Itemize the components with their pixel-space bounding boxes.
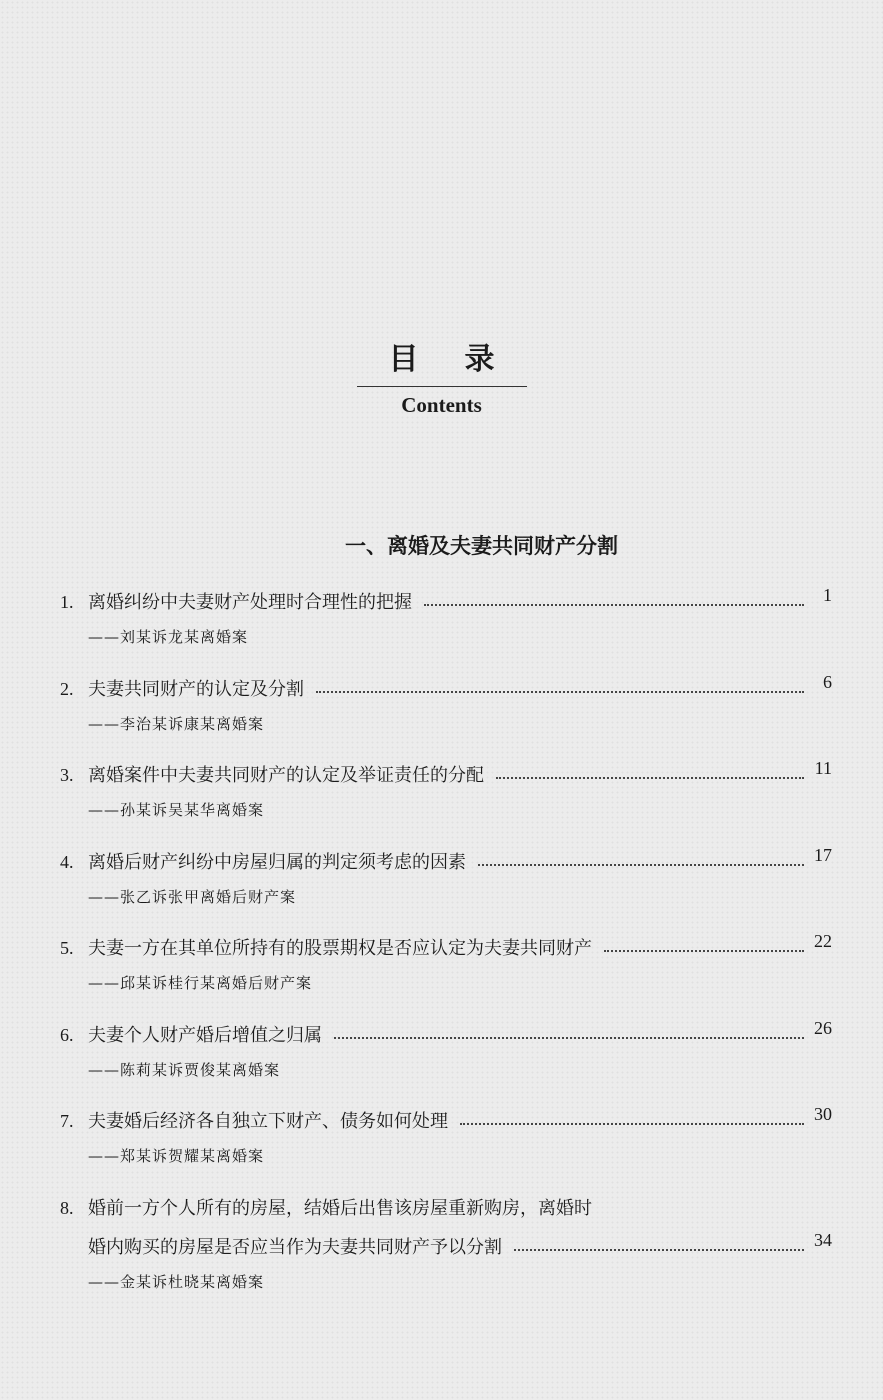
entry-page-number: 1 — [823, 585, 832, 605]
toc-entry-5[interactable] — [60, 931, 832, 1021]
entry-number: 6. — [60, 1024, 74, 1045]
title-divider — [357, 386, 527, 387]
entry-page-number: 11 — [814, 758, 832, 778]
entry-number: 1. — [60, 592, 74, 612]
entry-number: 7. — [60, 1111, 74, 1131]
dot-leader — [424, 603, 804, 606]
entry-number: 2. — [60, 678, 74, 699]
toc-entry-3[interactable] — [60, 758, 832, 848]
entry-case-name: ——张乙诉张甲离婚后财产案 — [88, 887, 297, 906]
entry-case-name: ——李治某诉康某离婚案 — [88, 714, 265, 733]
toc-title-english: Contents — [401, 393, 482, 417]
entry-number: 5. — [60, 938, 74, 958]
entry-title: 离婚纠纷中夫妻财产处理时合理性的把握 — [88, 592, 412, 613]
entry-title: 夫妻一方在其单位所持有的股票期权是否应认定为夫妻共同财产 — [88, 938, 592, 959]
entry-page-number: 34 — [814, 1229, 832, 1250]
toc-title-block — [0, 340, 883, 418]
entry-case-name: ——金某诉杜晓某离婚案 — [88, 1272, 265, 1291]
dot-leader — [604, 949, 804, 952]
toc-list — [60, 585, 832, 1324]
toc-entry-7[interactable] — [60, 1104, 832, 1194]
dot-leader — [334, 1036, 804, 1039]
dot-leader — [316, 690, 804, 693]
dot-leader — [460, 1122, 804, 1125]
entry-title: 夫妻共同财产的认定及分割 — [88, 678, 304, 700]
entry-title: 离婚案件中夫妻共同财产的认定及举证责任的分配 — [88, 765, 484, 786]
toc-entry-6[interactable] — [60, 1017, 832, 1108]
entry-title: 离婚后财产纠纷中房屋归属的判定须考虑的因素 — [88, 851, 466, 873]
entry-number: 4. — [60, 851, 74, 872]
section-heading: 一、离婚及夫妻共同财产分割 — [345, 534, 618, 558]
entry-page-number: 22 — [814, 931, 832, 951]
entry-page-number: 6 — [823, 671, 832, 692]
toc-entry-1[interactable] — [60, 585, 832, 675]
entry-case-name: ——刘某诉龙某离婚案 — [88, 628, 249, 646]
entry-title-line-1: 婚前一方个人所有的房屋，结婚后出售该房屋重新购房，离婚时 — [88, 1197, 592, 1219]
entry-case-name: ——孙某诉吴某华离婚案 — [88, 801, 265, 819]
toc-entry-4[interactable] — [60, 844, 832, 935]
dot-leader — [496, 776, 804, 779]
entry-page-number: 26 — [814, 1017, 832, 1038]
entry-number: 3. — [60, 765, 74, 785]
dot-leader — [514, 1248, 804, 1251]
entry-case-name: ——陈莉某诉贾俊某离婚案 — [88, 1060, 281, 1079]
entry-number: 8. — [60, 1197, 74, 1218]
entry-title: 夫妻个人财产婚后增值之归属 — [88, 1024, 322, 1046]
entry-title: 夫妻婚后经济各自独立下财产、债务如何处理 — [88, 1111, 448, 1132]
toc-entry-2[interactable] — [60, 671, 832, 762]
entry-case-name: ——邱某诉桂行某离婚后财产案 — [88, 974, 313, 992]
toc-entry-8[interactable] — [60, 1194, 832, 1324]
entry-case-name: ——郑某诉贺耀某离婚案 — [88, 1147, 265, 1165]
dot-leader — [478, 863, 804, 866]
entry-page-number: 30 — [814, 1104, 832, 1124]
entry-page-number: 17 — [814, 844, 832, 865]
toc-title-chinese: 目录 — [388, 342, 541, 377]
entry-title-line-2: 婚内购买的房屋是否应当作为夫妻共同财产予以分割 — [88, 1236, 502, 1258]
